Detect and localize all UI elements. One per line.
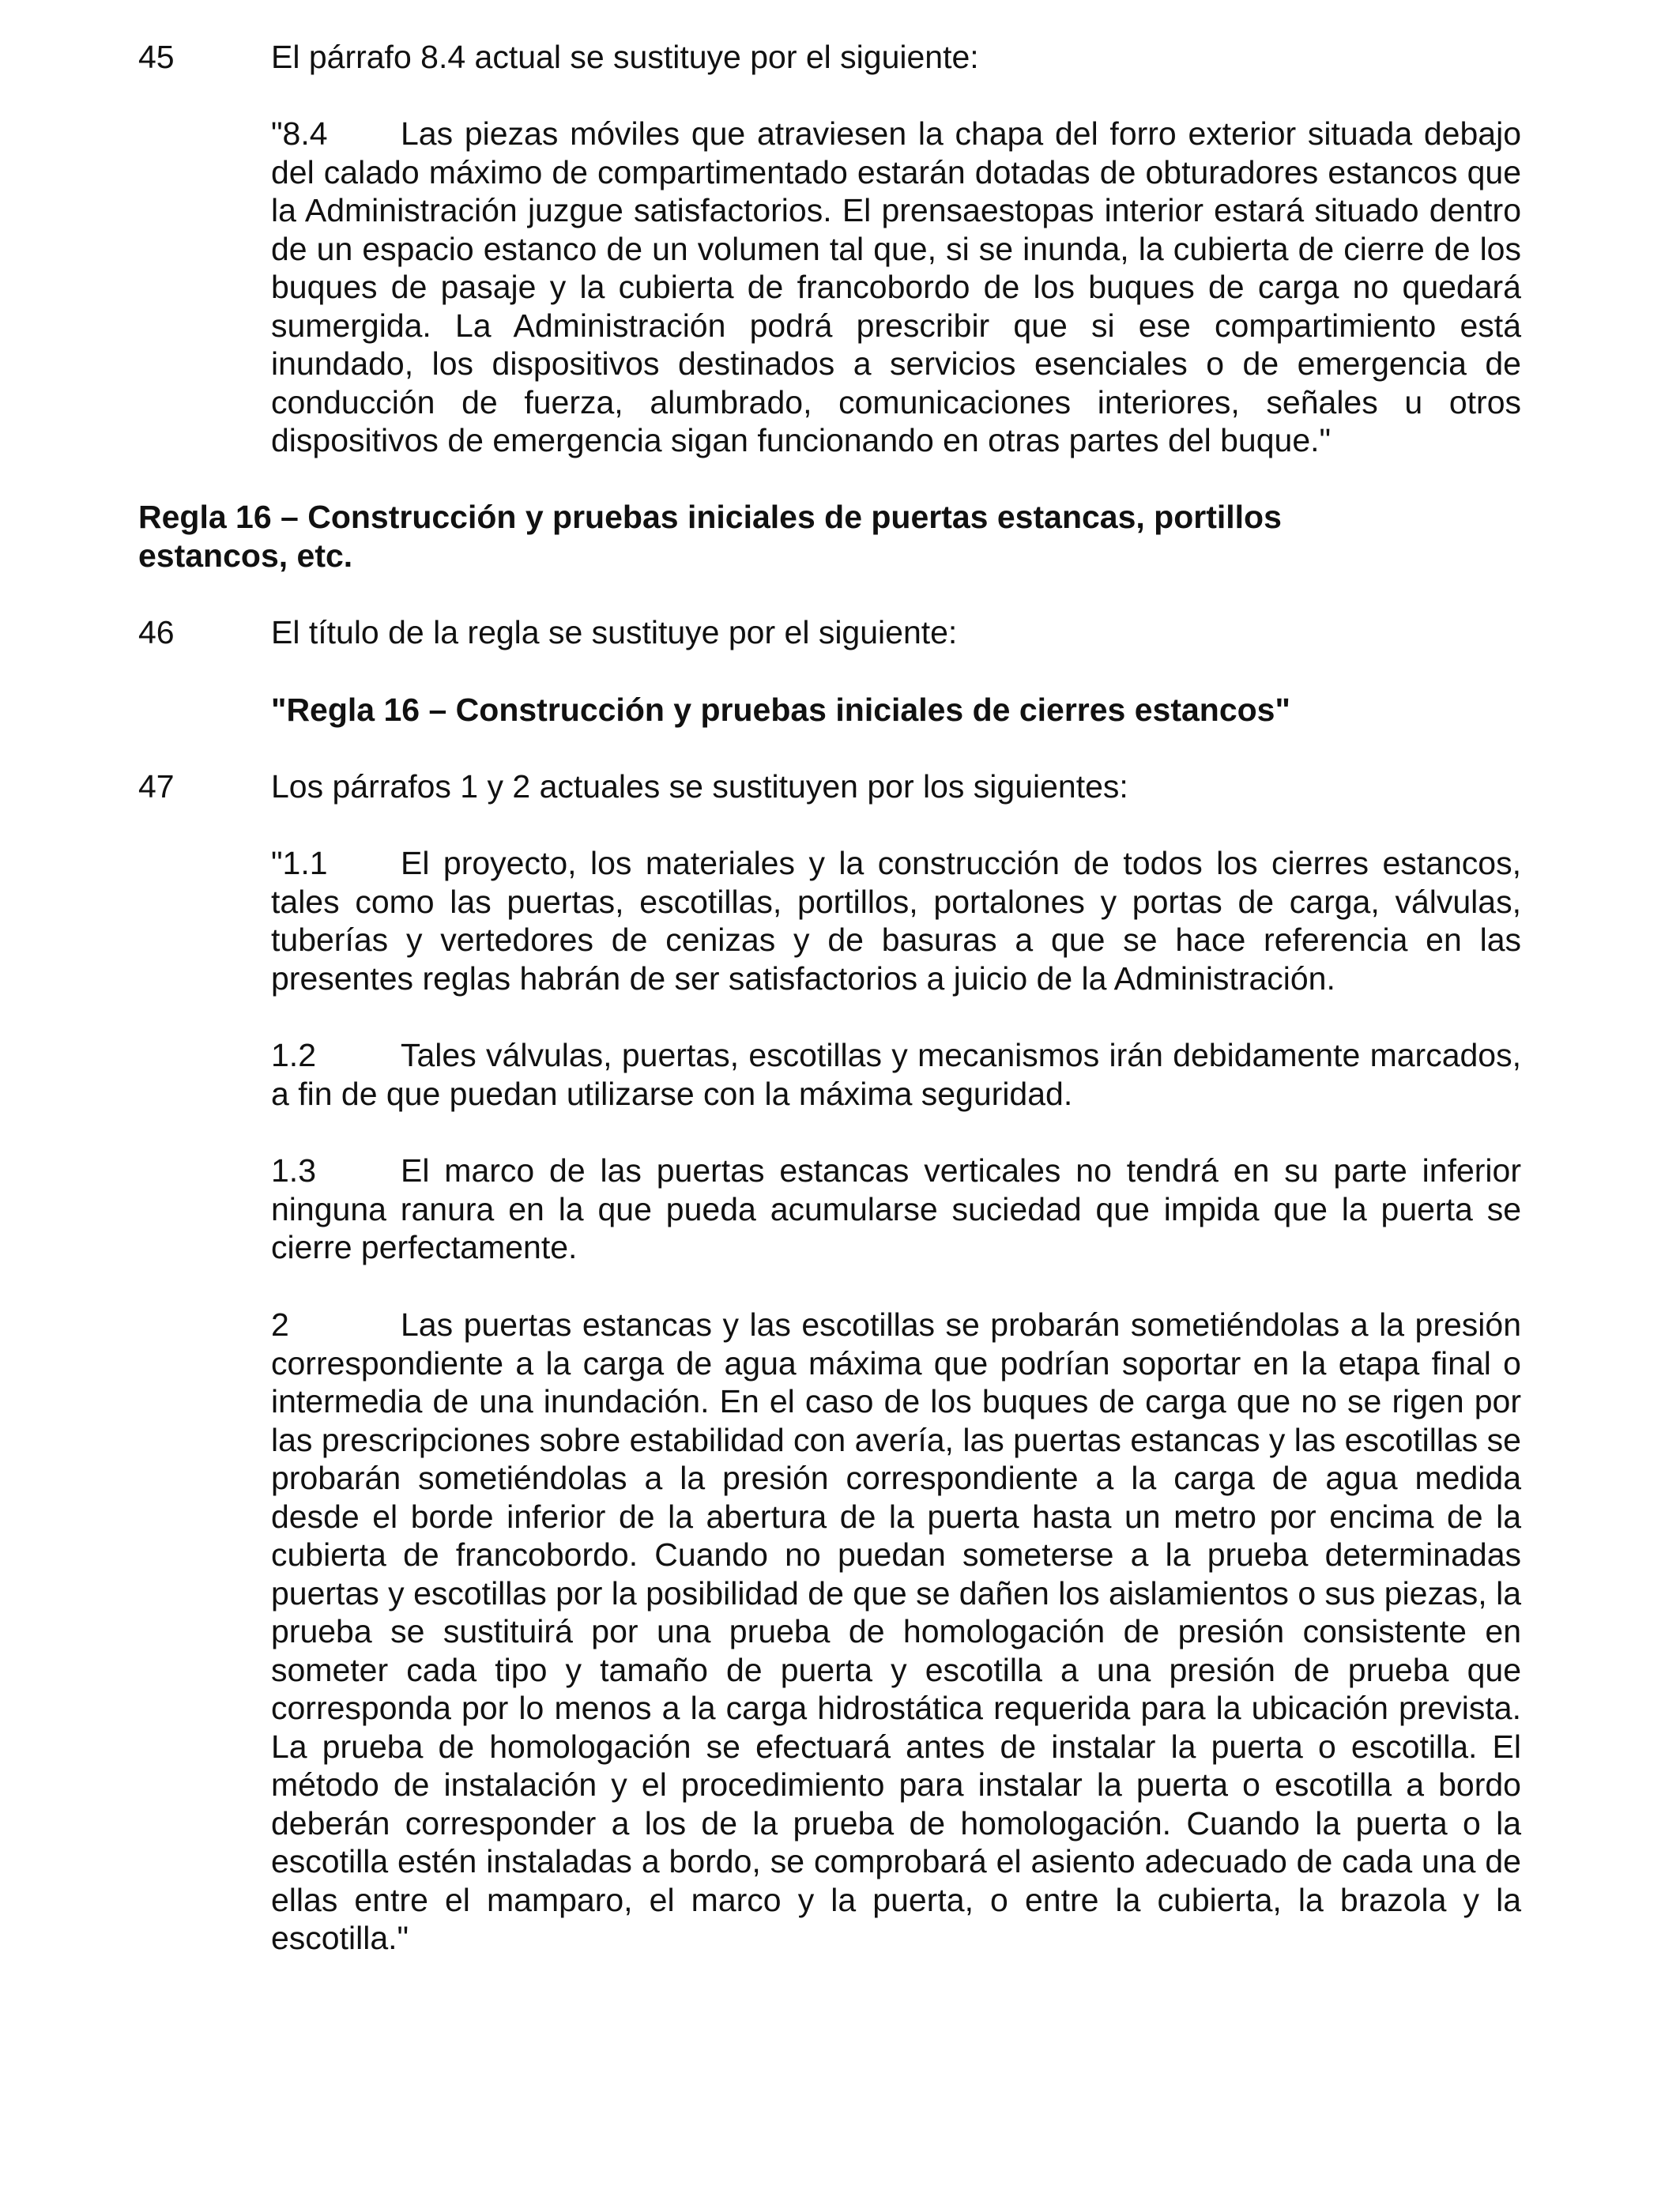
quoted-paragraph-1-1 [271,844,1521,997]
item-instruction: Los párrafos 1 y 2 actuales se sustituyen por los siguientes: [271,768,1128,805]
item-number: 47 [138,768,175,805]
item-number: 46 [138,614,175,650]
section-heading-line-1: Regla 16 – Construcción y pruebas iniciales de puertas estancas, portillos [138,499,1282,535]
paragraph-number: "8.4 [271,115,328,152]
new-rule-title: "Regla 16 – Construcción y pruebas iniciales de cierres estancos" [271,692,1290,728]
quoted-paragraph-2 [271,1306,1521,1958]
item-instruction: El título de la regla se sustituye por el siguiente: [271,614,958,650]
paragraph-number: "1.1 [271,845,328,881]
paragraph-number: 2 [271,1306,289,1343]
item-instruction: El párrafo 8.4 actual se sustituye por el siguiente: [271,39,979,75]
quoted-paragraph-1-3 [271,1152,1521,1267]
quoted-paragraph-1-2 [271,1036,1521,1113]
quoted-paragraph-8-4 [271,115,1521,460]
section-heading-line-2: estancos, etc. [138,537,353,574]
paragraph-body: Las puertas estancas y las escotillas se probarán sometiéndolas a la presión correspondiente a la carga de agua máxima que podrían soportar en la etapa final o intermedia de una inundación. En el caso de los buques de carga que no se rigen por las prescripciones sobre estabilidad con avería, las puertas estancas y las escotillas se probarán sometiéndolas a la presión correspondiente a la carga de agua medida desde el borde inferior de la abertura de la puerta hasta un metro por encima de la cubierta de francobordo. Cuando no puedan someterse a la prueba determinadas puertas y escotillas por la posibilidad de que se dañen los aislamientos o sus piezas, la prueba se sustituirá por una prueba de homologación de presión consistente en someter cada tipo y tamaño de puerta y escotilla a una presión de prueba que corresponda por lo menos a la carga hidrostática requerida para la ubicación prevista. La prueba de homologación se efectuará antes de instalar la puerta o escotilla. El método de instalación y el procedimiento para instalar la puerta o escotilla a bordo deberán corresponder a los de la prueba de homologación. Cuando la puerta o la escotilla estén instaladas a bordo, se comprobará el asiento adecuado de cada una de ellas entre el mamparo, el marco y la puerta, o entre la cubierta, la brazola y la escotilla." [271,1306,1521,1956]
paragraph-body: Las piezas móviles que atraviesen la chapa del forro exterior situada debajo del calado máximo de compartimentado estarán dotadas de obturadores estancos que la Administración juzgue satisfactorios. El prensaestopas interior estará situado dentro de un espacio estanco de un volumen tal que, si se inunda, la cubierta de cierre de los buques de pasaje y la cubierta de francobordo de los buques de carga no quedará sumergida. La Administración podrá prescribir que si ese compartimiento está inundado, los dispositivos destinados a servicios esenciales o de emergencia de conducción de fuerza, alumbrado, comunicaciones interiores, señales u otros dispositivos de emergencia sigan funcionando en otras partes del buque." [271,115,1521,458]
item-number: 45 [138,39,175,75]
paragraph-body: El proyecto, los materiales y la construcción de todos los cierres estancos, tales como las puertas, escotillas, portillos, portalones y portas de carga, válvulas, tuberías y vertedores de cenizas y de basuras a que se hace referencia en las presentes reglas habrán de ser satisfactorios a juicio de la Administración. [271,845,1521,997]
paragraph-body: Tales válvulas, puertas, escotillas y mecanismos irán debidamente marcados, a fin de que puedan utilizarse con la máxima seguridad. [271,1037,1521,1112]
paragraph-body: El marco de las puertas estancas verticales no tendrá en su parte inferior ninguna ranura en la que pueda acumularse suciedad que impida que la puerta se cierre perfectamente. [271,1152,1521,1265]
section-heading [138,498,1521,575]
paragraph-number: 1.2 [271,1037,316,1073]
paragraph-number: 1.3 [271,1152,316,1189]
